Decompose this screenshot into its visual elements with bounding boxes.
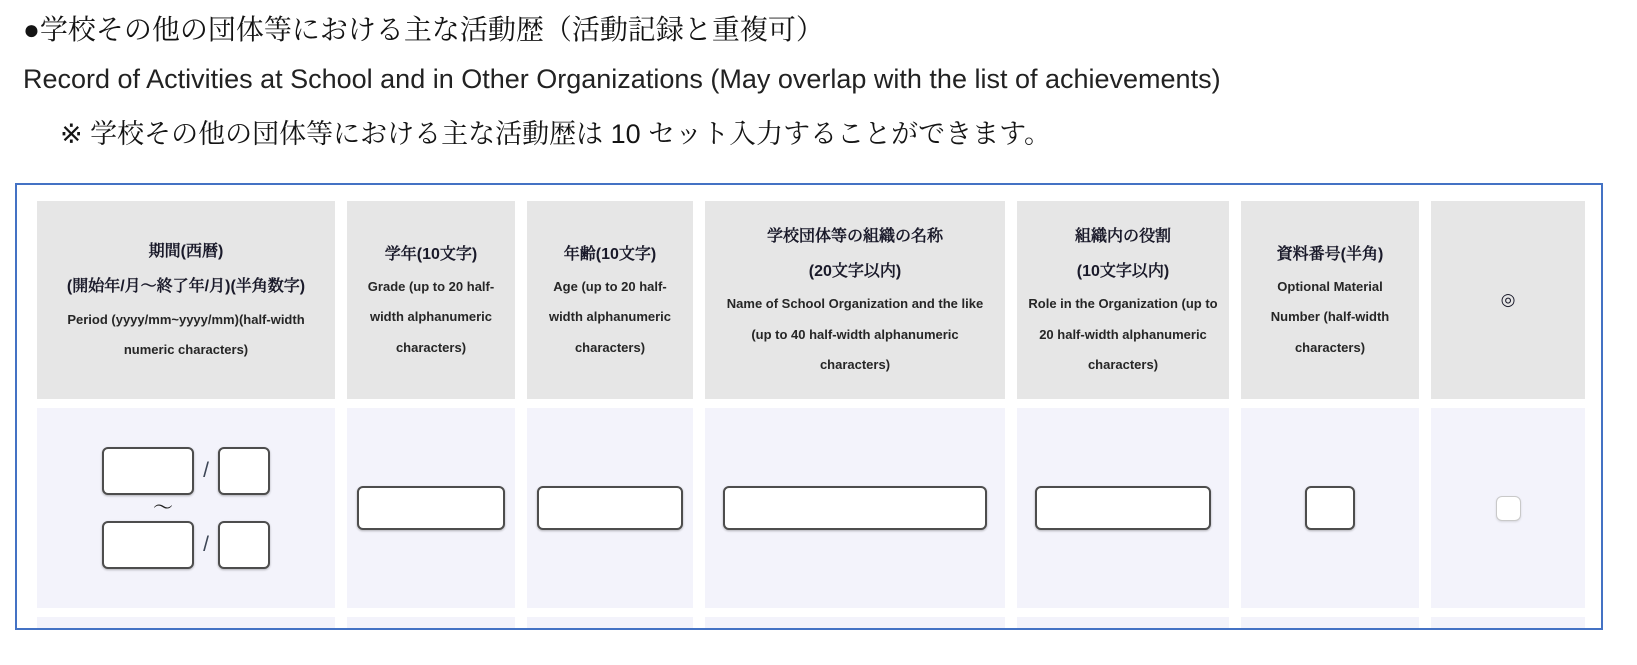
row1-age-cell (527, 408, 693, 608)
col-header-material-number (1241, 201, 1419, 399)
row2-role-cell (1017, 617, 1229, 630)
page-title-en: Record of Activities at School and in Other Organizations (May overlap with the list of achievements) (23, 64, 1221, 94)
row2-period-cell (37, 617, 335, 630)
organization-name-input[interactable] (723, 486, 987, 530)
end-year-input[interactable] (102, 521, 194, 569)
double-circle-icon: ◎ (1500, 290, 1516, 309)
start-year-input[interactable] (102, 447, 194, 495)
end-month-input[interactable] (218, 521, 270, 569)
row2-age-cell (527, 617, 693, 630)
col-header-role-en: Role in the Organization (up to 20 half-width alphanumeric characters) (1028, 296, 1218, 373)
row2-organization-name-cell (705, 617, 1005, 630)
period-end-line (102, 521, 270, 569)
grade-input[interactable] (357, 486, 505, 530)
activities-table-container (15, 183, 1603, 630)
role-input[interactable] (1035, 486, 1211, 530)
row2-grade-cell (347, 617, 515, 630)
col-header-grade (347, 201, 515, 399)
col-header-age-jp: 年齢(10文字) (563, 245, 657, 263)
row2-material-number-cell (1241, 617, 1419, 630)
col-header-organization-name-jp2: (20文字以内) (808, 263, 902, 281)
col-header-double-circle (1431, 201, 1585, 399)
col-header-role (1017, 201, 1229, 399)
col-header-period-jp: 期間(西暦) (148, 243, 224, 261)
activities-table (37, 201, 1585, 630)
col-header-period (37, 201, 335, 399)
row1-checkbox[interactable] (1496, 496, 1521, 521)
col-header-organization-name-en: Name of School Organization and the like (up to 40 half-width alphanumeric characters) (726, 296, 984, 373)
page-title-jp: ●学校その他の団体等における主な活動歴（活動記録と重複可） (23, 14, 824, 45)
col-header-period-jp2: (開始年/月～終了年/月)(半角数字) (66, 278, 306, 296)
row1-material-number-cell (1241, 408, 1419, 608)
age-input[interactable] (537, 486, 683, 530)
input-limit-note: ※ 学校その他の団体等における主な活動歴は 10 セット入力することができます。 (60, 119, 1051, 149)
material-number-input[interactable] (1305, 486, 1355, 530)
period-range-tilde: ～ (153, 497, 173, 519)
col-header-organization-name (705, 201, 1005, 399)
col-header-grade-en: Grade (up to 20 half-width alphanumeric characters) (367, 278, 495, 355)
col-header-role-jp2: (10文字以内) (1076, 263, 1170, 281)
col-header-organization-name-jp: 学校団体等の組織の名称 (766, 227, 943, 245)
col-header-grade-jp: 学年(10文字) (384, 245, 478, 263)
row1-role-cell (1017, 408, 1229, 608)
row1-organization-name-cell (705, 408, 1005, 608)
col-header-role-jp: 組織内の役割 (1074, 227, 1171, 245)
col-header-age (527, 201, 693, 399)
col-header-age-en: Age (up to 20 half-width alphanumeric characters) (548, 278, 672, 355)
row1-period-cell (37, 408, 335, 608)
row1-checkbox-cell (1431, 408, 1585, 608)
period-start-line (102, 447, 270, 495)
start-month-input[interactable] (218, 447, 270, 495)
date-slash-separator: / (203, 459, 209, 482)
col-header-material-number-jp: 資料番号(半角) (1276, 245, 1384, 263)
row1-grade-cell (347, 408, 515, 608)
col-header-material-number-en: Optional Material Number (half-width characters) (1270, 278, 1390, 355)
col-header-period-en: Period (yyyy/mm~yyyy/mm)(half-width numeric characters) (67, 311, 305, 358)
row2-checkbox-cell (1431, 617, 1585, 630)
date-slash-separator: / (203, 533, 209, 556)
